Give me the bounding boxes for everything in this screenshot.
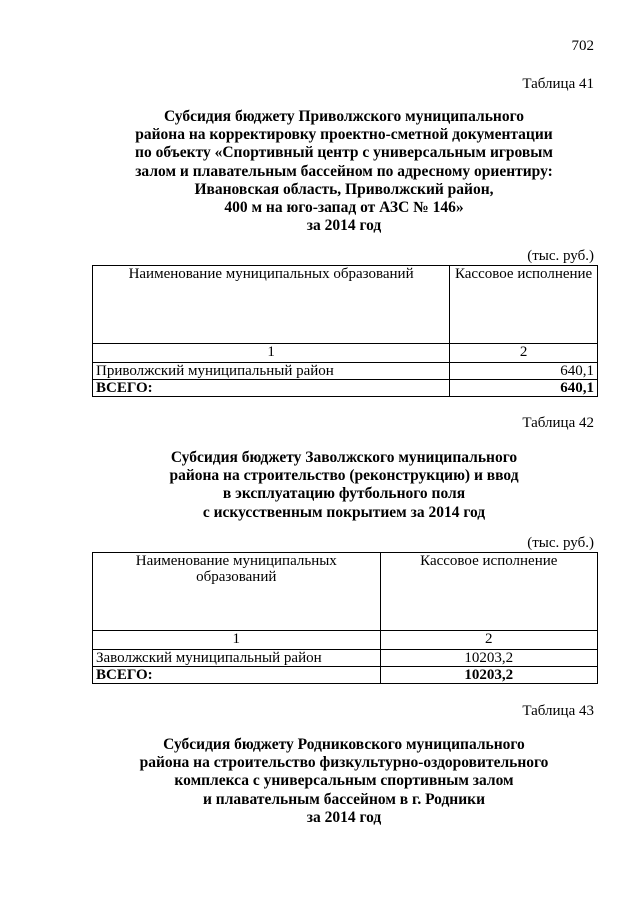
table-41-title — [92, 108, 596, 235]
table-41-label: Таблица 41 — [522, 76, 594, 92]
table-42 — [92, 552, 598, 684]
row-name: Приволжский муниципальный район — [93, 363, 450, 380]
table-42-title — [92, 449, 596, 522]
title-line: в эксплуатацию футбольного поля — [222, 485, 466, 503]
total-label: ВСЕГО: — [93, 380, 450, 397]
row-name: Заволжский муниципальный район — [93, 650, 381, 667]
table-43-label: Таблица 43 — [522, 703, 594, 719]
column-number: 2 — [450, 344, 598, 363]
total-value: 640,1 — [450, 380, 598, 397]
column-header: Наименование муниципальных образований — [93, 553, 381, 631]
title-line: района на строительство (реконструкцию) и ввод — [169, 467, 519, 485]
column-number: 1 — [93, 631, 381, 650]
table-row — [93, 363, 598, 380]
title-line: района на строительство физкультурно-оздоровительного — [139, 754, 549, 772]
table-41-unit: (тыс. руб.) — [527, 248, 594, 264]
table-42-unit: (тыс. руб.) — [527, 535, 594, 551]
title-line: 400 м на юго-запад от АЗС № 146» — [224, 199, 464, 217]
column-header: Кассовое исполнение — [450, 266, 598, 344]
title-line: по объекту «Спортивный центр с универсальным игровым — [135, 144, 553, 162]
title-line: Субсидия бюджету Приволжского муниципального — [164, 108, 524, 125]
title-line: за 2014 год — [306, 808, 382, 826]
total-row — [93, 667, 598, 684]
title-line: залом и плавательным бассейном по адресному ориентиру: — [135, 162, 553, 180]
table-row — [93, 650, 598, 667]
page-number: 702 — [571, 38, 594, 54]
title-line: с искусственным покрытием за 2014 год — [202, 503, 486, 521]
row-value: 640,1 — [450, 363, 598, 380]
table-42-label: Таблица 42 — [522, 415, 594, 431]
total-label: ВСЕГО: — [93, 667, 381, 684]
column-header: Кассовое исполнение — [380, 553, 597, 631]
title-line: Ивановская область, Приволжский район, — [194, 180, 494, 198]
table-41 — [92, 265, 598, 397]
title-line: за 2014 год — [306, 217, 382, 235]
title-line: района на корректировку проектно-сметной документации — [135, 126, 553, 144]
title-line: комплекса с универсальным спортивным залом — [174, 772, 514, 790]
column-number: 1 — [93, 344, 450, 363]
column-number: 2 — [380, 631, 597, 650]
title-line: и плавательным бассейном в г. Родники — [202, 790, 486, 808]
title-line: Субсидия бюджету Родниковского муниципального — [163, 736, 525, 753]
total-value: 10203,2 — [380, 667, 597, 684]
column-header: Наименование муниципальных образований — [93, 266, 450, 344]
table-43-title — [92, 736, 596, 827]
title-line: Субсидия бюджету Заволжского муниципального — [170, 449, 518, 466]
row-value: 10203,2 — [380, 650, 597, 667]
total-row — [93, 380, 598, 397]
